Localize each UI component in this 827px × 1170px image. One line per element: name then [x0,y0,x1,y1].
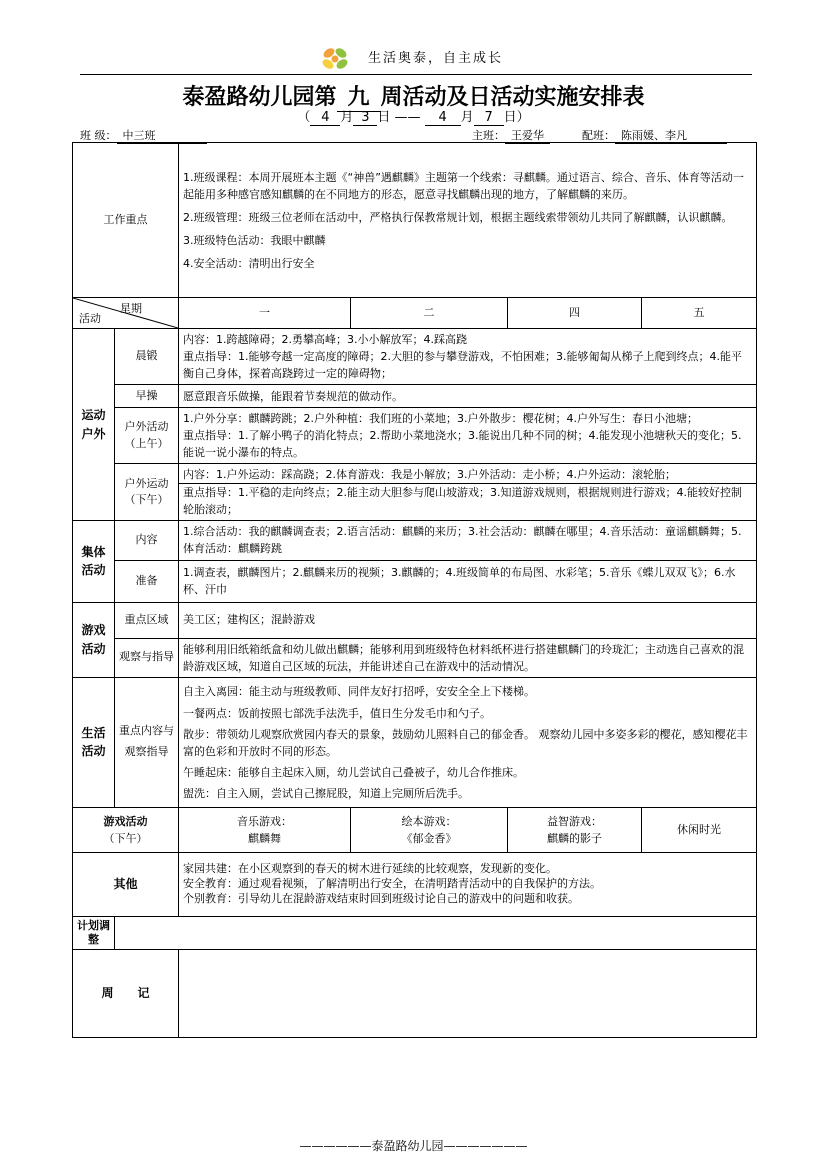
weekly-note-row [73,950,757,1038]
day-monday: 一 [179,298,351,329]
game-observe: 能够利用旧纸箱纸盒和幼儿做出麒麟；能够利用到班级特色材料纸杯进行搭建麒麟门的玲珑汇；主动选自己喜欢的混龄游戏区域，知道自己区域的玩法，并能讲述自己在游戏中的活动情况。 [179,638,757,677]
day-thursday: 四 [508,298,642,329]
pm-game-cell [508,807,642,852]
life-row [73,677,757,807]
morning-drill-row [73,385,757,408]
start-day: 3 [353,110,377,126]
other-item: 家园共建：在小区观察到的春天的树木进行延续的比较观察，发现新的变化。 [183,861,557,875]
weekday-diagonal-cell [73,298,179,329]
pm-game-name: 麒麟舞 [248,831,281,845]
pm-game-name: 麒麟的影子 [547,831,602,845]
plan-adjust-content [115,916,757,950]
pm-game-sub: （下午） [103,831,148,845]
morning-label: 晨锻 [115,329,179,385]
assistant-label: 配班： [582,129,615,142]
pm-game-type: 绘本游戏： [401,814,457,828]
day-tuesday: 二 [351,298,508,329]
morning-content [179,329,757,385]
pm-game-cell [642,807,757,852]
life-item: 散步：带领幼儿观察欣赏园内春天的景象，鼓励幼儿照料自己的郁金香。 观察幼儿园中多姿多彩的樱花，感知樱花丰富的色彩和开放时不同的形态。 [183,727,748,758]
footer-text: ——————泰盈路幼儿园——————— [299,1139,528,1153]
work-focus-item: 4.安全活动：清明出行安全 [183,257,315,271]
pm-game-name: 《郁金香》 [401,831,457,845]
group-prep: 1.调查表，麒麟图片；2.麒麟来历的视频；3.麒麟的；4.班级简单的布局图、水彩笔；5.音乐《蝶儿双双飞》；6.水杯、汗巾 [179,560,757,602]
group-prep-label: 准备 [115,560,179,602]
month-char: 月 [340,110,354,125]
game-observe-row [73,638,757,677]
life-sub-label: 重点内容与观察指导 [115,677,179,807]
pm-game-row [73,807,757,852]
work-focus-content [179,143,757,298]
pm-game-type: 音乐游戏： [237,814,292,828]
date-close-paren: ） [516,110,530,125]
pm-game-cell [179,807,351,852]
date-open-paren: （ [297,110,311,125]
group-prep-row [73,560,757,602]
assistant-value: 陈雨媛、李凡 [615,127,727,144]
outdoor-pm-focus: 重点指导：1.平稳的走向终点；2.能主动大胆参与爬山坡游戏；3.知道游戏规则，根据规则进行游戏；4.能较好控制轮胎滚动； [179,483,756,518]
life-section-label: 生活活动 [73,677,115,807]
life-item: 一餐两点：饭前按照七部洗手法洗手，值日生分发毛巾和勺子。 [183,706,491,720]
outdoor-am-row [73,408,757,464]
pm-game-type: 益智游戏： [547,814,602,828]
weekly-note-label: 周 记 [73,950,179,1038]
header-divider [80,74,752,75]
work-focus-item: 3.班级特色活动：我眼中麒麟 [183,234,326,248]
weekly-note-content [179,950,757,1038]
month-char-2: 月 [460,110,474,125]
week-label: 星期 [120,302,142,315]
outdoor-pm-row [73,464,757,521]
outdoor-am-focus: 重点指导：1.了解小鸭子的消化特点；2.帮助小菜地浇水；3.能说出几种不同的树；4.能发现小池塘秋天的变化；5.能说一说小瀑布的特点。 [183,429,742,460]
teacher-value: 王爱华 [505,127,550,144]
life-content [179,677,757,807]
game-section-label: 游戏活动 [73,602,115,677]
outdoor-am-items: 1.户外分享：麒麟跨跳；2.户外种植：我们班的小菜地；3.户外散步：樱花树；4.户外写生：春日小池塘； [183,412,698,426]
morning-items: 内容：1.跨越障碍；2.勇攀高峰；3.小小解放军；4.踩高跷 [183,333,467,346]
drill-label: 早操 [115,385,179,408]
title-suffix: 周活动及日活动实施安排表 [380,84,645,110]
class-label: 班 级： [80,129,117,142]
pm-game-cell [351,807,508,852]
pm-game-name: 休闲时光 [677,823,721,837]
other-item: 个别教育：引导幼儿在混龄游戏结束时回到班级讨论自己的游戏中的问题和收获。 [183,891,579,905]
outdoor-pm-items: 内容：1.户外运动：踩高跷；2.体育游戏：我是小解放；3.户外活动：走小桥；4.户外运动：滚轮胎； [183,468,676,482]
start-month: 4 [310,110,340,126]
outdoor-am-label: 户外活动（上午） [115,408,179,464]
game-observe-label: 观察与指导 [115,638,179,677]
outdoor-am-content [179,408,757,464]
date-dash: —— [394,110,421,125]
life-item: 午睡起床：能够自主起床入厕，幼儿尝试自己叠被子，幼儿合作推床。 [183,765,524,779]
weekday-header-row [73,298,757,329]
group-content-label: 内容 [115,521,179,560]
end-month: 4 [425,110,461,126]
week-number: 九 [337,80,381,112]
group-content: 1.综合活动：我的麒麟调查表；2.语言活动：麒麟的来历；3.社会活动：麒麟在哪里；4.音乐活动：童谣麒麟舞；5.体育活动：麒麟跨跳 [179,521,757,560]
school-motto: 生活奥泰，自主成长 [368,51,504,66]
plan-adjust-row [73,916,757,950]
outdoor-pm-label: 户外运动（下午） [115,464,179,521]
day-char-2: 日 [503,110,517,125]
group-section-label: 集体活动 [73,521,115,602]
date-range [0,106,827,126]
work-focus-row [73,143,757,298]
other-item: 安全教育：通过观看视频，了解清明出行安全，在清明踏青活动中的自我保护的方法。 [183,876,601,890]
day-friday: 五 [642,298,757,329]
life-item: 盥洗：自主入厕，尝试自己擦屁股，知道上完厕所后洗手。 [183,786,469,800]
morning-focus: 重点指导：1.能够夸越一定高度的障碍；2.大胆的参与攀登游戏，不怕困难；3.能够匍匐从梯子上爬到终点；4.能平衡自己身体，探着高跷跨过一定的障碍物； [183,350,742,381]
flower-logo-icon [318,44,352,74]
morning-exercise-row [73,329,757,385]
group-content-row [73,521,757,560]
activity-plan-table [72,142,757,1038]
day-char: 日 [377,110,391,125]
other-label: 其他 [73,852,179,916]
title-prefix: 泰盈路幼儿园第 [182,84,337,110]
work-focus-item: 1.班级课程：本周开展班本主题《“神兽”遇麒麟》主题第一个线索：寻麒麟。通过语言、综合、音乐、体育等活动一起能用多种感官感知麒麟的在不同地方的形态，愿意寻找麒麟出现的地方，了解麒麟的来历。 [183,170,744,201]
plan-adjust-label: 计划调整 [73,916,115,950]
game-area-row [73,602,757,638]
sports-section-label: 运动户外 [73,329,115,521]
end-day: 7 [474,110,504,126]
pm-game-label [73,807,179,852]
game-area: 美工区；建构区；混龄游戏 [179,602,757,638]
pm-game-title: 游戏活动 [103,814,148,828]
activity-label: 活动 [79,311,101,325]
work-focus-label: 工作重点 [73,143,179,298]
other-row [73,852,757,916]
drill-content: 愿意跟音乐做操，能跟着节奏规范的做动作。 [179,385,757,408]
life-item: 自主入离园：能主动与班级教师、同伴友好打招呼，安安全全上下楼梯。 [183,685,535,699]
other-content [179,852,757,916]
outdoor-pm-content [179,464,757,521]
teacher-label: 主班： [472,129,505,142]
work-focus-item: 2.班级管理：班级三位老师在活动中，严格执行保教常规计划，根据主题线索带领幼儿共同了解麒麟，认识麒麟。 [183,210,733,224]
class-value: 中三班 [117,127,207,144]
game-area-label: 重点区域 [115,602,179,638]
